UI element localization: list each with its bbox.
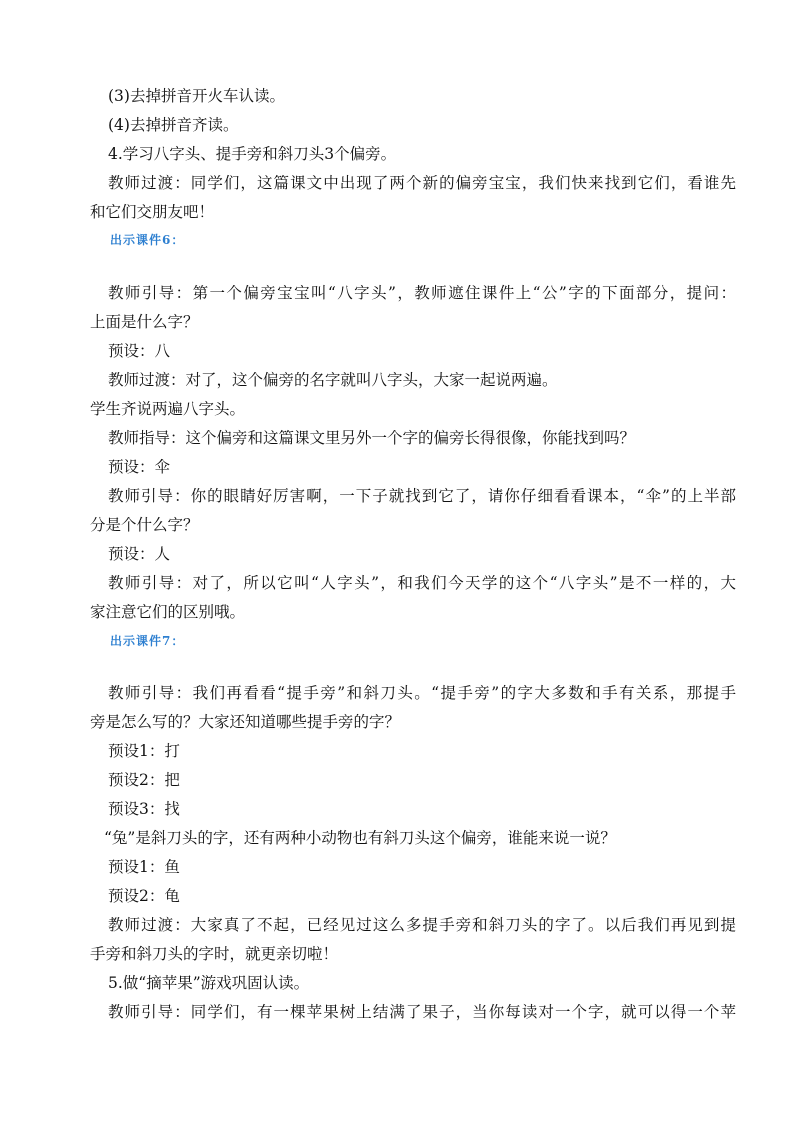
- paragraph-line: 教师引导：你的眼睛好厉害啊，一下子就找到它了，请你仔细看看课本，“伞”的上半部: [108, 487, 736, 505]
- preset-answer: 预设：人: [108, 545, 171, 563]
- paragraph-line: 手旁和斜刀头的字时，就更亲切啦！: [90, 945, 339, 963]
- preset-answer: 预设：伞: [108, 458, 171, 476]
- preset-answer: 预设1：鱼: [108, 858, 180, 876]
- paragraph-line: 教师指导：这个偏旁和这篇课文里另外一个字的偏旁长得很像，你能找到吗？: [108, 429, 636, 447]
- paragraph-line: 学生齐说两遍八字头。: [90, 400, 246, 418]
- courseware-label: 出示课件7：: [110, 634, 185, 648]
- courseware-label: 出示课件6：: [110, 233, 185, 247]
- preset-answer: 预设2：把: [108, 771, 180, 789]
- paragraph-line: 分是个什么字？: [90, 516, 199, 534]
- paragraph-line: 教师引导：我们再看看“提手旁”和斜刀头。“提手旁”的字大多数和手有关系，那提手: [108, 684, 736, 702]
- paragraph-line: 家注意它们的区别哦。: [90, 603, 246, 621]
- paragraph-line: 教师引导：第一个偏旁宝宝叫“八字头”，教师遮住课件上“公”字的下面部分，提问：: [108, 284, 736, 302]
- paragraph-line: “兔”是斜刀头的字，还有两种小动物也有斜刀头这个偏旁，谁能来说一说？: [104, 829, 616, 847]
- paragraph-line: 教师过渡：对了，这个偏旁的名字就叫八字头，大家一起说两遍。: [108, 371, 558, 389]
- paragraph-line: 教师引导：对了，所以它叫“人字头”，和我们今天学的这个“八字头”是不一样的，大: [108, 574, 736, 592]
- section-5-heading: 5.做“摘苹果”游戏巩固认读。: [108, 974, 310, 992]
- paragraph-line: 教师过渡：大家真了不起，已经见过这么多提手旁和斜刀头的字了。以后我们再见到提: [108, 916, 736, 934]
- step-4-text: (4)去掉拼音齐读。: [108, 116, 239, 134]
- preset-answer: 预设1：打: [108, 742, 180, 760]
- step-3-text: (3)去掉拼音开火车认读。: [108, 87, 285, 105]
- preset-answer: 预设2：龟: [108, 887, 180, 905]
- paragraph-line: 和它们交朋友吧！: [90, 203, 215, 221]
- preset-answer: 预设3：找: [108, 800, 180, 818]
- paragraph-line: 旁是怎么写的？大家还知道哪些提手旁的字？: [90, 713, 401, 731]
- paragraph-line: 教师过渡：同学们，这篇课文中出现了两个新的偏旁宝宝，我们快来找到它们，看谁先: [108, 174, 736, 192]
- preset-answer: 预设：八: [108, 342, 171, 360]
- paragraph-line: 教师引导：同学们，有一棵苹果树上结满了果子，当你每读对一个字，就可以得一个苹: [108, 1003, 736, 1021]
- paragraph-line: 上面是什么字？: [90, 313, 199, 331]
- section-4-heading: 4.学习八字头、提手旁和斜刀头3个偏旁。: [108, 145, 397, 163]
